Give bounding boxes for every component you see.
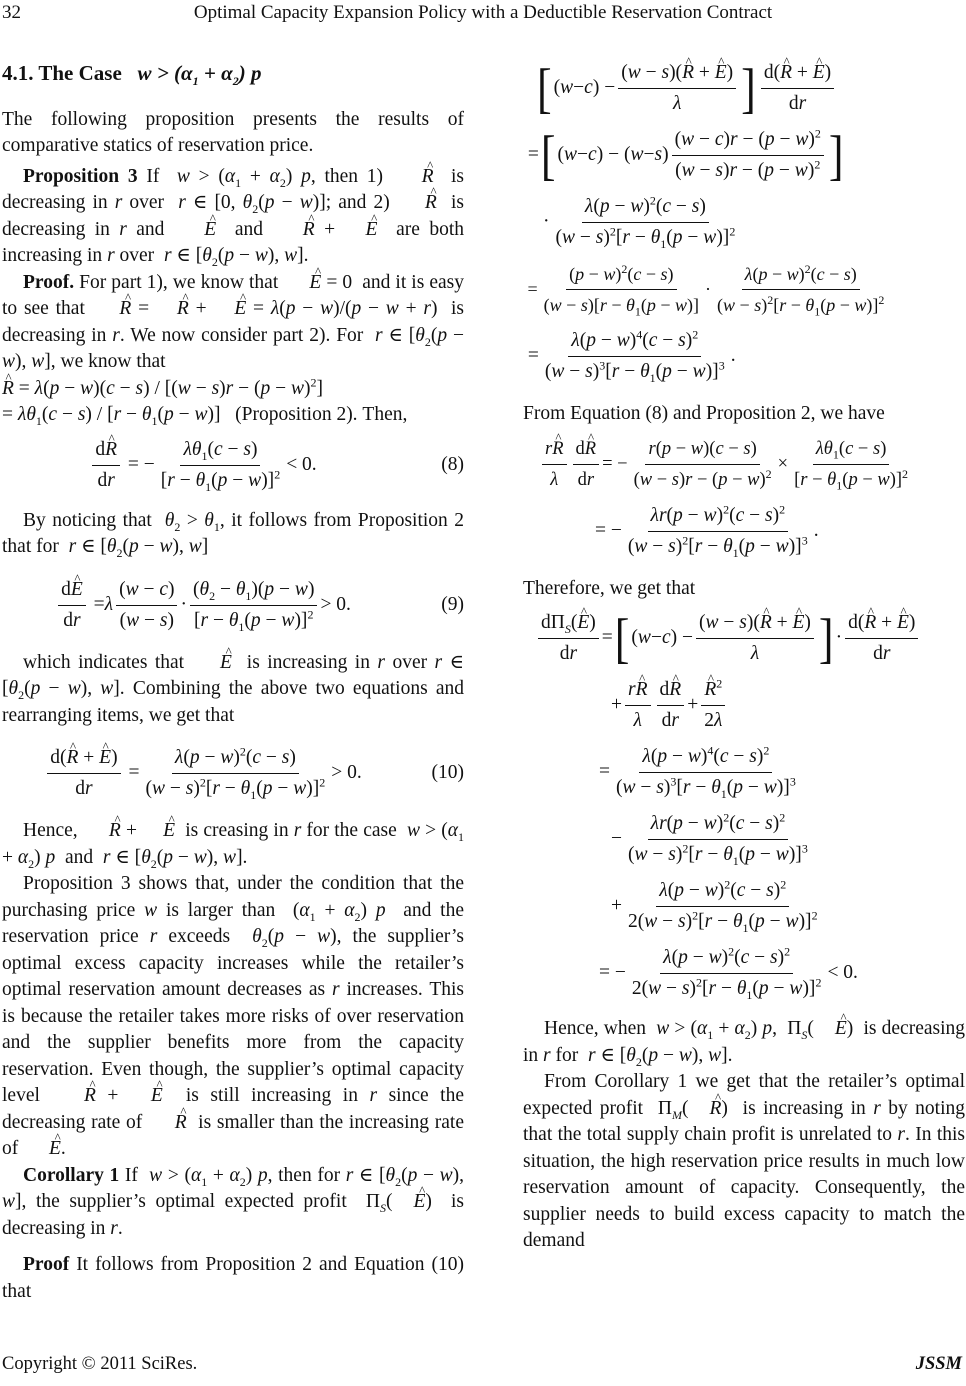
- therefore-paragraph: Therefore, we get that: [523, 577, 696, 599]
- section-title-math: $w > (\alpha_1 + \alpha_2)$ p: [137, 61, 262, 89]
- indicates-paragraph: which indicates that ^ E is increasing in r over r ∈ [$\theta_2(p - w)$, w]. Combining the above two equations and rearranging items, we get that: [2, 650, 464, 730]
- derivation-2: [523, 434, 965, 562]
- equation-9-number: (9): [441, 593, 464, 615]
- hence-paragraph: Hence, ^ R + ^ E is creasing in r for the case $w > (\alpha_1 + \alpha_2)$ p and r ∈ [$\theta_2(p - w)$, w].: [2, 818, 464, 871]
- proof-paragraph: [2, 270, 464, 376]
- proof-2-text: It follows from Proposition 2 and Equation (10) that: [2, 1254, 464, 1302]
- proof-2-label: Proof: [23, 1254, 70, 1275]
- proof-text: For part 1), we know that ^ E = 0 and it is easy to see that ^ R = ^ R + ^ E = λ(p − w)/(p − w + r) is decreasing in r. We now consider part 2). For r ∈ [$\theta_2(p - w)$, w], we know that: [2, 272, 464, 373]
- proof-label: Proof.: [23, 271, 75, 293]
- equation-rhat-a: ^ $R = \lambda(p - w)(c - s) / [(w - s)r - (p - w)^2]$: [2, 376, 464, 403]
- copyright-notice: Copyright © 2011 SciRes.: [2, 1354, 198, 1374]
- equation-10-number: (10): [431, 762, 464, 784]
- journal-abbreviation: JSSM: [915, 1354, 962, 1374]
- derivation-3-line-3: = $\frac{\lambda(p - w)^4(c - s)^2}{(w - s)^3[r - \theta_1(p - w)]^3}$: [599, 743, 796, 801]
- hence-when-paragraph: Hence, when $w > (\alpha_1 + \alpha_2)$ p, $\Pi_S$( ^ E) is decreasing in r for r ∈ [$\theta_2(p - w)$, w].: [523, 1016, 965, 1069]
- equation-10: $\frac{d(\^{} R + \^{} E)}{dr}$ = $\frac{\lambda(p - w)^2(c - s)}{(w - s)^2[r - \theta_1(p - w)]^2}$ > 0. (10): [2, 743, 464, 804]
- page-header: [0, 0, 966, 30]
- corollary-discussion-paragraph: From Corollary 1 we get that the retailer’s optimal expected profit $\Pi_M$( ^ R) is increasing in r by noting that the total supply chain profit is unrelated to r. In this situation, the high reservation price results in much low reservation amount of capacity. Consequently, the supplier needs to build excess capacity to match the demand: [523, 1069, 965, 1255]
- section-heading: [2, 60, 464, 87]
- derivation-1-line-2: = [ ( w − c ) − ( w − s ) $\frac{(w - c)r - (p - w)^2}{(w - s)r - (p - w)^2}$ ]: [523, 124, 844, 186]
- proposition-3-text: If $w > (\alpha_1 + \alpha_2)$ p, then 1) ^ R is decreasing in r over r ∈ [0, $\theta_2(p - w)$]; and 2) ^ R is decreasing in r and ^ E and ^ R + ^ E are both increasing in r over r ∈ [$\theta_2(p - w)$, w].: [2, 166, 464, 267]
- derivation-1: [523, 58, 965, 387]
- proposition-3-label: Proposition 3: [23, 165, 138, 187]
- derivation-1-line-3: · $\frac{\lambda(p - w)^2(c - s)}{(w - s)^2[r - \theta_1(p - w)]^2}$: [543, 193, 736, 251]
- intro-paragraph: The following proposition presents the results of comparative statics of reservation price.: [2, 108, 464, 156]
- right-column: [523, 52, 965, 1255]
- corollary-1: Corollary 1 If $w > (\alpha_1 + \alpha_2)$ p, then for r ∈ [$\theta_2(p - w)$, w], the supplier’s optimal expected profit $\Pi_S$( ^ E) is decreasing in r.: [2, 1163, 464, 1243]
- discussion-paragraph: Proposition 3 shows that, under the condition that the purchasing price w is larger than $(\alpha_1 + \alpha_2)$ p and the reservation price r exceeds $\theta_2(p - w)$, the supplier’s optimal excess capacity increases while the retailer’s optimal reservation amount decreases as r increases. This is because the retailer takes more risks of over reservation and the supplier benefits more from the capacity reservation. Even though, the supplier’s optimal capacity level ^ R + ^ E is still increasing in r since the decreasing rate of ^ R is smaller than the increasing rate of ^ E.: [2, 871, 464, 1163]
- derivation-2-line-2: = − $\frac{\lambda r(p - w)^2(c - s)^2}{(w - s)^2[r - \theta_1(p - w)]^3}$ .: [595, 502, 819, 560]
- derivation-1-line-1: [ ( w − c ) − $\frac{(w - s)(\^{} R + \^{} E)}{\lambda}$ ] $\frac{d(\^{} R + \^{} E)}{dr}$: [523, 58, 965, 119]
- derivation-2-line-1: $\frac{r\^{} R}{\lambda}$ $\frac{d\^{} R}{dr}$ = − $\frac{r(p - w)(c - s)}{(w - s)r - (p - w)^2}$ × $\frac{\lambda\theta_1(c - s)}{[r - \theta_1(p - w)]^2}$: [523, 434, 965, 495]
- equation-rhat-b: = $\lambda\theta_1(c - s) / [r - \theta_1(p - w)]$ (Proposition 2). Then,: [2, 404, 408, 428]
- equation-8: $\frac{d\^{} R}{dr}$ = − $\frac{\lambda\theta_1(c - s)}{[r - \theta_1(p - w)]^2}$ < 0. (8): [2, 435, 464, 496]
- page-footer: [0, 1354, 966, 1382]
- equation-9: $\frac{d\^{} E}{dr}$ = λ $\frac{(w - c)}{(w - s)}$ · $\frac{(\theta_2 - \theta_1)(p - w)}{[r - \theta_1(p - w)]^2}$ > 0. (9): [2, 575, 464, 636]
- derivation-3-line-1: $\frac{d\Pi_S(\^{} E)}{dr}$ = [ ( w − c ) − $\frac{(w - s)(\^{} R + \^{} E)}{\lambda}$ ] · $\frac{d(\^{} R + \^{} E)}{dr}$: [523, 608, 965, 669]
- corollary-1-label: Corollary 1: [23, 1164, 120, 1186]
- proof-2: [2, 1252, 464, 1305]
- running-title: Optimal Capacity Expansion Policy with a Deductible Reservation Contract: [193, 2, 773, 23]
- proposition-3: [2, 164, 464, 270]
- left-column: [2, 52, 464, 1305]
- derivation-1-line-4: = $\frac{(p - w)^2(c - s)}{(w - s)[r - \theta_1(p - w)]}$ · $\frac{\lambda(p - w)^2(c - s)}{(w - s)^2[r - \theta_1(p - w)]^2}$: [523, 259, 965, 320]
- equation-8-number: (8): [441, 453, 464, 475]
- noticing-paragraph: By noticing that $\theta_2 > \theta_1$, it follows from Proposition 2 that for r ∈ [$\theta_2(p - w)$, w]: [2, 509, 465, 560]
- derivation-3-line-6: = − $\frac{\lambda(p - w)^2(c - s)^2}{2(w - s)^2[r - \theta_1(p - w)]^2}$ < 0.: [599, 944, 858, 1002]
- derivation-3-line-2: + $\frac{r\^{} R}{\lambda}$ $\frac{d\^{} R}{dr}$ + ^ $\frac{R^2}{2\lambda}$: [523, 675, 965, 736]
- derivation-3: [523, 608, 965, 1004]
- derivation-3-line-4: − $\frac{\lambda r(p - w)^2(c - s)^2}{(w - s)^2[r - \theta_1(p - w)]^3}$: [611, 810, 808, 868]
- page-number: 32: [2, 2, 21, 23]
- section-title-text: 4.1. The Case: [2, 61, 122, 85]
- derivation-1-line-5: = $\frac{\lambda(p - w)^4(c - s)^2}{(w - s)^3[r - \theta_1(p - w)]^3}$ .: [523, 327, 736, 385]
- from-eq8-paragraph: From Equation (8) and Proposition 2, we have: [523, 403, 885, 424]
- derivation-3-line-5: + $\frac{\lambda(p - w)^2(c - s)^2}{2(w - s)^2[r - \theta_1(p - w)]^2}$: [611, 877, 818, 935]
